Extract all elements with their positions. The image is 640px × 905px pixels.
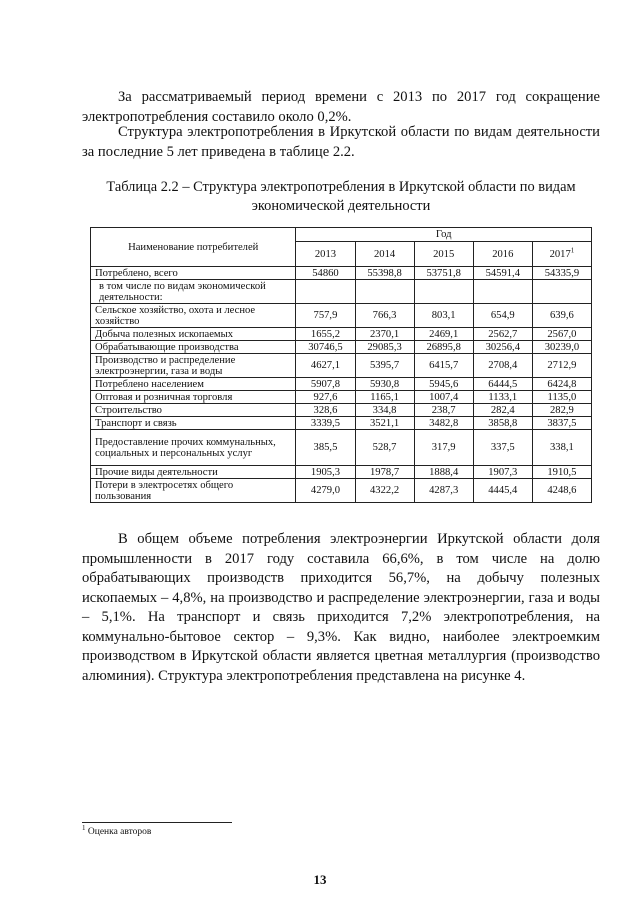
table-cell-value bbox=[355, 280, 414, 304]
table-cell-value: 282,9 bbox=[532, 404, 591, 417]
column-header-year bbox=[296, 242, 355, 267]
footnote-text: Оценка авторов bbox=[87, 827, 152, 837]
table-row bbox=[91, 417, 592, 430]
row-label: Потери в электросетях общего пользования bbox=[91, 479, 296, 503]
table-cell-value: 30746,5 bbox=[296, 341, 355, 354]
table-cell-value: 5395,7 bbox=[355, 354, 414, 378]
table-cell-value: 6444,5 bbox=[473, 378, 532, 391]
column-header-consumer: Наименование потребителей bbox=[91, 228, 296, 267]
table-cell-value: 766,3 bbox=[355, 304, 414, 328]
table-cell-value: 6415,7 bbox=[414, 354, 473, 378]
table-caption-line-2: экономической деятельности bbox=[251, 198, 431, 214]
table-cell-value: 5945,6 bbox=[414, 378, 473, 391]
table-row bbox=[91, 404, 592, 417]
table-cell-value: 3339,5 bbox=[296, 417, 355, 430]
column-header-year bbox=[414, 242, 473, 267]
table-cell-value: 927,6 bbox=[296, 391, 355, 404]
paragraph-intro: За рассматриваемый период времени с 2013 по 2017 год сокращение электропотребления составило около 0,2%. bbox=[82, 89, 600, 125]
table-cell-value: 5930,8 bbox=[355, 378, 414, 391]
table-cell-value: 328,6 bbox=[296, 404, 355, 417]
table-row bbox=[91, 328, 592, 341]
table-row bbox=[91, 280, 592, 304]
table-caption bbox=[82, 178, 600, 216]
table-cell-value: 1655,2 bbox=[296, 328, 355, 341]
table-cell-value: 1007,4 bbox=[414, 391, 473, 404]
row-label: Прочие виды деятельности bbox=[91, 466, 296, 479]
footnote-reference-mark: 1 bbox=[570, 245, 575, 254]
table-row bbox=[91, 267, 592, 280]
table-cell-value: 2567,0 bbox=[532, 328, 591, 341]
table-cell-value: 385,5 bbox=[296, 430, 355, 466]
table-cell-value: 3482,8 bbox=[414, 417, 473, 430]
table-cell-value: 3521,1 bbox=[355, 417, 414, 430]
table-cell-value: 2712,9 bbox=[532, 354, 591, 378]
table-cell-value: 654,9 bbox=[473, 304, 532, 328]
footnote bbox=[82, 823, 152, 837]
year-label: 2013 bbox=[314, 248, 337, 260]
table-cell-value: 4322,2 bbox=[355, 479, 414, 503]
column-header-year bbox=[532, 242, 591, 267]
row-label: Транспорт и связь bbox=[91, 417, 296, 430]
table-row bbox=[91, 466, 592, 479]
table-cell-value: 639,6 bbox=[532, 304, 591, 328]
column-header-year bbox=[355, 242, 414, 267]
table-cell-value: 3858,8 bbox=[473, 417, 532, 430]
table-cell-value: 30239,0 bbox=[532, 341, 591, 354]
table-cell-value: 54860 bbox=[296, 267, 355, 280]
table-cell-value: 1978,7 bbox=[355, 466, 414, 479]
table-cell-value bbox=[414, 280, 473, 304]
table-cell-value: 2562,7 bbox=[473, 328, 532, 341]
table-cell-value: 282,4 bbox=[473, 404, 532, 417]
table-cell-value: 2708,4 bbox=[473, 354, 532, 378]
table-cell-value: 1165,1 bbox=[355, 391, 414, 404]
footnote-mark: 1 bbox=[82, 823, 86, 832]
table-cell-value: 4248,6 bbox=[532, 479, 591, 503]
table-cell-value: 4287,3 bbox=[414, 479, 473, 503]
table-cell-value: 4627,1 bbox=[296, 354, 355, 378]
row-label: Обрабатывающие производства bbox=[91, 341, 296, 354]
row-label: Предоставление прочих коммунальных, социальных и персональных услуг bbox=[91, 430, 296, 466]
table-cell-value: 6424,8 bbox=[532, 378, 591, 391]
row-label: Потреблено, всего bbox=[91, 267, 296, 280]
table-cell-value: 55398,8 bbox=[355, 267, 414, 280]
table-cell-value: 53751,8 bbox=[414, 267, 473, 280]
table-cell-value: 29085,3 bbox=[355, 341, 414, 354]
row-label: Производство и распределение электроэнергии, газа и воды bbox=[91, 354, 296, 378]
table-cell-value: 1133,1 bbox=[473, 391, 532, 404]
table-row bbox=[91, 479, 592, 503]
table-row bbox=[91, 304, 592, 328]
table-cell-value: 803,1 bbox=[414, 304, 473, 328]
table-cell-value bbox=[473, 280, 532, 304]
table-cell-value: 334,8 bbox=[355, 404, 414, 417]
paragraph-table-reference: Структура электропотребления в Иркутской области по видам деятельности за последние 5 лет приведена в таблице 2.2. bbox=[82, 124, 600, 160]
paragraph-analysis: В общем объеме потребления электроэнергии Иркутской области доля промышленности в 2017 году составила 66,6%, в том числе на долю обрабатывающих производств приходится 56,7%, на добычу полезных ископаемых – 4,8%, на производство и распределение электроэнергии, газа и воды – 5,1%. На транспорт и связь приходится 7,2% электропотребления, на коммунально-бытовое сектор – 9,3%. Как видно, наиболее электроемким производством в Иркутской области является цветная металлургия (производство алюминия). Структура электропотребления представлена на рисунке 4. bbox=[82, 531, 600, 684]
table-cell-value: 528,7 bbox=[355, 430, 414, 466]
row-label: Строительство bbox=[91, 404, 296, 417]
table-row bbox=[91, 341, 592, 354]
table-cell-value: 337,5 bbox=[473, 430, 532, 466]
table-cell-value: 54591,4 bbox=[473, 267, 532, 280]
table-cell-value bbox=[532, 280, 591, 304]
column-header-year bbox=[473, 242, 532, 267]
row-label: Добыча полезных ископаемых bbox=[91, 328, 296, 341]
year-label: 2015 bbox=[433, 248, 455, 260]
page-number: 13 bbox=[313, 872, 327, 887]
footnote-divider bbox=[82, 822, 232, 823]
table-cell-value: 1905,3 bbox=[296, 466, 355, 479]
table-row bbox=[91, 354, 592, 378]
table-cell-value: 757,9 bbox=[296, 304, 355, 328]
table-cell-value: 1910,5 bbox=[532, 466, 591, 479]
table-row bbox=[91, 391, 592, 404]
table-row bbox=[91, 378, 592, 391]
year-label: 2017 bbox=[549, 248, 571, 260]
table-cell-value: 2370,1 bbox=[355, 328, 414, 341]
table-cell-value bbox=[296, 280, 355, 304]
table-caption-line-1: Таблица 2.2 – Структура электропотребления в Иркутской области по видам bbox=[106, 179, 576, 195]
table-row bbox=[91, 430, 592, 466]
row-label: Оптовая и розничная торговля bbox=[91, 391, 296, 404]
row-label: Потреблено населением bbox=[91, 378, 296, 391]
table-cell-value: 1907,3 bbox=[473, 466, 532, 479]
electricity-structure-table bbox=[90, 227, 592, 503]
table-cell-value: 317,9 bbox=[414, 430, 473, 466]
table-cell-value: 4279,0 bbox=[296, 479, 355, 503]
column-group-header-year: Год bbox=[296, 228, 592, 242]
table-cell-value: 338,1 bbox=[532, 430, 591, 466]
year-label: 2016 bbox=[492, 248, 514, 260]
table-cell-value: 238,7 bbox=[414, 404, 473, 417]
table-cell-value: 30256,4 bbox=[473, 341, 532, 354]
table-cell-value: 26895,8 bbox=[414, 341, 473, 354]
table-cell-value: 3837,5 bbox=[532, 417, 591, 430]
table-cell-value: 5907,8 bbox=[296, 378, 355, 391]
table-cell-value: 1888,4 bbox=[414, 466, 473, 479]
table-cell-value: 2469,1 bbox=[414, 328, 473, 341]
table-cell-value: 1135,0 bbox=[532, 391, 591, 404]
row-label: в том числе по видам экономической деятельности: bbox=[91, 280, 296, 304]
year-label: 2014 bbox=[373, 248, 396, 260]
row-label: Сельское хозяйство, охота и лесное хозяйство bbox=[91, 304, 296, 328]
table-cell-value: 4445,4 bbox=[473, 479, 532, 503]
table-cell-value: 54335,9 bbox=[532, 267, 591, 280]
